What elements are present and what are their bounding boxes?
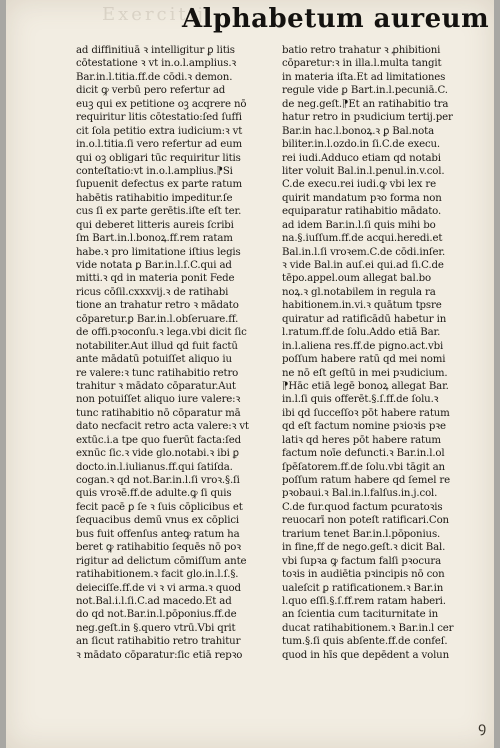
right-column — [282, 44, 496, 734]
text-line: in fine,ff de nego.geſt.ꝛ dicit Bal. — [282, 542, 446, 554]
text-line: mitti.ꝛ qd in materia ponit Fede — [76, 273, 235, 285]
text-line: rigitur ad delictum cōmiſſum ante — [76, 555, 247, 567]
text-line: fecit pacē ꝑ ſe ꝛ ſuis cōplicibus et — [76, 501, 243, 513]
text-line: cōparetur.ꝑ Bar.in.l.obſeruare.ff. — [76, 313, 239, 325]
text-line: ricus cōſil.cxxxvij.ꝛ de ratihabi — [76, 286, 229, 298]
text-line: noꝝ.ꝛ gl.notabilem in regula ra — [282, 286, 436, 298]
text-line: dicit ꝙ verbū pero refertur ad — [76, 85, 226, 97]
text-line: vide notata ꝑ Bar.in.l.ſ.C.qui ad — [76, 260, 232, 271]
text-line: conteſtatio:vt in.o.l.amplius.⁋Si — [76, 165, 233, 177]
book-page — [6, 0, 494, 748]
text-line: batio retro trahatur ꝛ ꝓhibitioni — [282, 45, 441, 56]
text-line: qui deberet litteris aureis ſcribi — [76, 219, 234, 231]
text-line: habitionem.in.vi.ꝛ quātum tpsre — [282, 300, 442, 312]
text-line: trahitur ꝛ mādato cōparatur.Aut — [76, 380, 236, 392]
text-line: cus ſi ex parte gerētis.iſte eſt ter. — [76, 206, 242, 218]
text-line: dato necfacit retro acta valere:ꝛ vt — [76, 421, 249, 433]
text-line: ⁋Hāc etiā legē bonoꝝ allegat Bar. — [282, 380, 449, 392]
text-line: cogan.ꝛ qd not.Bar.in.l.ſi vroꝛ.§.ſi — [76, 475, 240, 486]
text-line: vbi ſupꝛa ꝙ factum falſi pꝛocura — [282, 555, 442, 567]
text-line: C.de execu.rei iudi.ꝙ vbi lex re — [282, 179, 437, 191]
text-line: tione an trahatur retro ꝛ mādato — [76, 300, 239, 312]
text-line: l.quo eſſi.§.ſ.ff.rem ratam haberi. — [282, 595, 446, 607]
text-line: ducat ratihabitionem.ꝛ Bar.in.l cer — [282, 622, 454, 634]
text-line: qd eſt factum nomine pꝛioꝛis pꝛe — [282, 421, 446, 433]
text-line: cōtestatione ꝛ vt in.o.l.amplius.ꝛ — [76, 58, 237, 70]
text-line: poſſum habere ratū qd mei nomi — [282, 354, 446, 366]
left-column — [76, 44, 276, 734]
text-line: l.ratum.ff.de ſolu.Addo etiā Bar. — [282, 327, 441, 339]
text-line: pꝛobaui.ꝛ Bal.in.l.falſus.in.j.col. — [282, 488, 438, 500]
text-line: ꝛ vide Bal.in auſ.ei qui.ad ſi.C.de — [282, 260, 444, 271]
text-line: rei iudi.Adduco etiam qd notabi — [282, 152, 441, 164]
text-line: ualeſcit ꝑ ratificationem.ꝛ Bar.in — [282, 582, 444, 594]
text-line: ad idem Bar.in.l.ſi quis mihi bo — [282, 219, 436, 231]
text-line: Bal.in.l.ſi vroꝛem.C.de cōdi.inſer. — [282, 246, 446, 258]
text-line: na.§.iuſſum.ff.de acqui.heredi.et — [282, 233, 443, 245]
text-line: habe.ꝛ pro limitatione iſtius legis — [76, 246, 241, 258]
text-line: notabiliter.Aut illud qd fuit factū — [76, 340, 238, 352]
text-line: in.l.ſi quis offerēt.§.ſ.ff.de ſolu.ꝛ — [282, 394, 439, 406]
text-line: liter voluit Bal.in.l.penul.in.v.col. — [282, 165, 445, 177]
text-line: tunc ratihabitio nō cōparatur mā — [76, 407, 241, 419]
text-line: in.o.l.titia.ſi vero refertur ad eum — [76, 139, 243, 151]
text-line: poſſum ratum habere qd ſemel re — [282, 475, 450, 486]
text-line: ratihabitionem.ꝛ facit glo.in.l.ſ.§. — [76, 569, 239, 581]
text-line: not.Bal.i.l.ſi.C.ad macedo.Et ad — [76, 595, 232, 607]
text-line: extūc.i.a tpe quo fuerūt facta:ſed — [76, 434, 242, 446]
text-line: in.l.aliena res.ff.de pigno.act.vbi — [282, 340, 444, 352]
text-line: quirit mandatum pꝛo forma non — [282, 192, 442, 204]
text-line: ꝛ mādato cōparatur:ſic etiā repꝛo — [76, 649, 243, 661]
show-through-text: Exercitij — [102, 4, 206, 25]
text-line: beret ꝙ ratihabitio ſequēs nō poꝛ — [76, 542, 241, 554]
text-line: quis vroꝛē.ff.de adulte.ꝙ ſi quis — [76, 488, 232, 500]
text-line: reuocarī non poteſt ratificari.Con — [282, 515, 449, 527]
text-line: an ſicut ratihabitio retro trahitur — [76, 636, 241, 648]
text-line: ſm Bart.in.l.bonoꝝ.ff.rem ratam — [76, 233, 233, 245]
text-line: ſupuenit defectus ex parte ratum — [76, 179, 243, 191]
text-line: habētis ratihabitio impeditur.ſe — [76, 192, 233, 204]
text-line: latiꝛ qd heres pōt habere ratum — [282, 434, 441, 446]
text-line: an ſcientia cum taciturnitate in — [282, 609, 439, 621]
text-line: ſpēſatorem.ff.de ſolu.vbi tāgit an — [282, 461, 445, 473]
text-line: exnūc ſic.ꝛ vide glo.notabi.ꝛ ibi ꝑ — [76, 448, 239, 460]
text-line: quod in hīs que depēdent a volun — [282, 649, 449, 661]
text-line: trarium tenet Bar.in.l.pōponius. — [282, 528, 441, 540]
text-line: toꝛis in audiētia pꝛincipis nō con — [282, 569, 445, 581]
text-line: requiritur litis cōtestatio:ſed ſuffi — [76, 112, 242, 124]
text-line: factum noīe defuncti.ꝛ Bar.in.l.ol — [282, 448, 445, 460]
text-line: cōparetur:ꝛ in illa.l.multa tangit — [282, 58, 442, 70]
text-line: cit ſola petitio extra iudicium:ꝛ vt — [76, 125, 243, 137]
text-line: tēpo.appel.oum allegat bal.bo — [282, 273, 432, 285]
text-line: neg.geſt.in §.quero vtrū.Vbi qrit — [76, 622, 236, 634]
text-line: non potuiſſet aliquo iure valere:ꝛ — [76, 394, 241, 406]
text-line: ante mādatū potuiſſet aliquo iu — [76, 354, 232, 366]
running-head: Alphabetum aureum — [182, 4, 490, 34]
text-line: Bar.in hac.l.bonoꝝ.ꝛ ꝑ Bal.nota — [282, 125, 434, 137]
text-line: ad diffinitiuā ꝛ intelligitur ꝑ litis — [76, 45, 235, 56]
text-line: biliter.in.l.ozdo.in ſi.C.de execu. — [282, 139, 441, 151]
text-line: do qd not.Bar.in.l.pōponius.ff.de — [76, 609, 237, 621]
text-line: C.de fur.quod factum pcuratoꝛis — [282, 501, 443, 513]
text-line: hatur retro in pꝛudicium tertij.per — [282, 112, 453, 124]
text-line: equiparatur ratihabitio mādato. — [282, 206, 442, 218]
text-line: in materia iſta.Et ad limitationes — [282, 71, 446, 83]
text-line: re valere:ꝛ tunc ratihabitio retro — [76, 367, 239, 379]
text-line: tum.§.ſi quis abſente.ff.de confeſ. — [282, 636, 448, 648]
text-line: quiratur ad ratificādū habetur in — [282, 313, 447, 325]
text-line: bus fuit offenſus anteꝙ ratum ha — [76, 528, 240, 540]
text-line: de offi.pꝛoconſu.ꝛ lega.vbi dicit ſic — [76, 327, 247, 339]
page-footer-mark: ꝯ — [478, 720, 487, 736]
text-line: docto.in.l.iulianus.ff.qui ſatiſda. — [76, 461, 233, 473]
text-line: Bar.in.l.titia.ff.de cōdi.ꝛ demon. — [76, 71, 233, 83]
text-line: ibi qd ſucceſſoꝛ pōt habere ratum — [282, 407, 450, 419]
text-line: de neg.geſt.⁋Et an ratihabitio tra — [282, 98, 449, 110]
text-line: regule vide ꝑ Bart.in.l.pecuniā.C. — [282, 85, 448, 97]
text-line: ne nō eſt geſtū in mei pꝛudicium. — [282, 367, 448, 379]
text-line: ſequacibus demū vnus ex cōplici — [76, 515, 240, 527]
text-line: deieciſſe.ff.de vi ꝛ vi arma.ꝛ quod — [76, 582, 241, 594]
text-line: qui oꝫ obligari tūc requiritur litis — [76, 152, 241, 164]
text-line: euꝫ qui ex petitione oꝫ acqrere nō — [76, 98, 247, 110]
